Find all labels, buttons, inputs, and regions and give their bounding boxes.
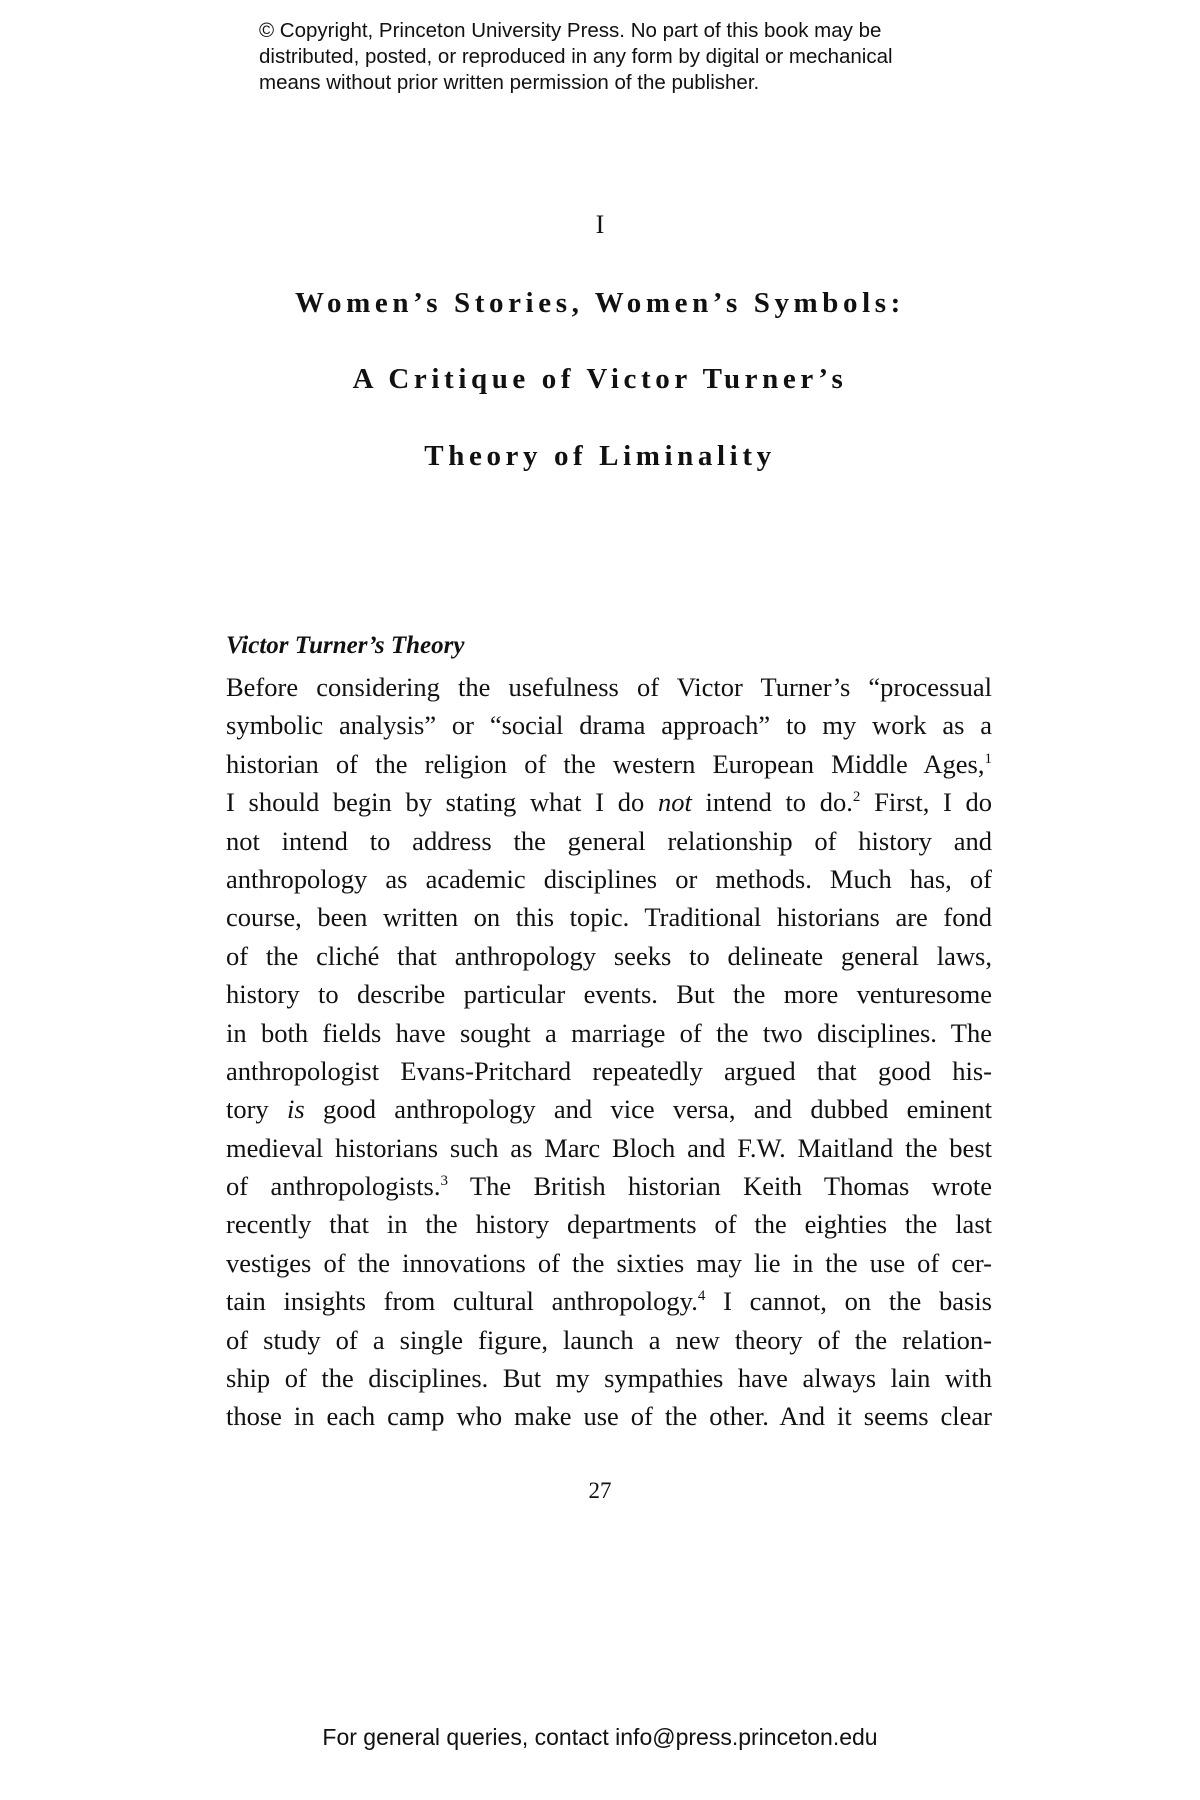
footer-contact: For general queries, contact info@press.princeton.edu bbox=[322, 1724, 878, 1750]
text-line: ship of the disciplines. But my sympathies have always lain with bbox=[226, 1363, 992, 1394]
text-line: not intend to address the general relationship of history and bbox=[226, 825, 992, 856]
text-line: I should begin by stating what I do not intend to do.$^2$ First, I do bbox=[226, 787, 993, 818]
text-line: anthropologist Evans-Pritchard repeatedly argued that good his- bbox=[226, 1055, 992, 1086]
text-line: recently that in the history departments of the eighties the last bbox=[226, 1209, 992, 1240]
text-line: course, been written on this topic. Traditional historians are fond bbox=[226, 902, 992, 933]
copyright-notice bbox=[259, 18, 1019, 96]
emphasis: not bbox=[657, 787, 692, 818]
text-line: history to describe particular events. But the more venturesome bbox=[226, 979, 992, 1010]
emphasis: is bbox=[287, 1094, 305, 1125]
text-line: Before considering the usefulness of Victor Turner’s “processual bbox=[226, 672, 992, 702]
chapter-title-line: Women’s Stories, Women’s Symbols: bbox=[295, 287, 905, 319]
text-line: anthropology as academic disciplines or methods. Much has, of bbox=[226, 863, 992, 894]
text-line: tain insights from cultural anthropology.$^4$ I cannot, on the basis bbox=[226, 1286, 992, 1317]
text-line: medieval historians such as Marc Bloch and F.W. Maitland the best bbox=[226, 1132, 992, 1163]
text-line: in both fields have sought a marriage of the two disciplines. The bbox=[226, 1017, 992, 1048]
text-line: tory is good anthropology and vice versa, and dubbed eminent bbox=[226, 1094, 993, 1125]
footnote-marker: 4 bbox=[697, 1288, 706, 1305]
section-heading: Victor Turner’s Theory bbox=[226, 632, 465, 659]
text-line: of anthropologists.$^3$ The British historian Keith Thomas wrote bbox=[226, 1171, 992, 1202]
footnote-marker: 1 bbox=[984, 750, 992, 767]
chapter-title-line: A Critique of Victor Turner’s bbox=[352, 363, 848, 395]
copyright-line: © Copyright, Princeton University Press. No part of this book may be bbox=[259, 19, 882, 42]
body-paragraph bbox=[226, 668, 992, 1436]
copyright-line: means without prior written permission of the publisher. bbox=[259, 71, 760, 94]
text-line: those in each camp who make use of the other. And it seems clear bbox=[226, 1401, 992, 1432]
text-line: historian of the religion of the western European Middle Ages,$^1$ bbox=[226, 748, 992, 779]
footnote-marker: 3 bbox=[440, 1173, 448, 1190]
footnote-marker: 2 bbox=[852, 789, 861, 806]
text-line: of study of a single figure, launch a new theory of the relation- bbox=[226, 1324, 992, 1355]
text-line: of the cliché that anthropology seeks to delineate general laws, bbox=[226, 940, 992, 971]
page-number: 27 bbox=[588, 1478, 612, 1503]
text-line: vestiges of the innovations of the sixties may lie in the use of cer- bbox=[226, 1247, 992, 1278]
text-line: symbolic analysis” or “social drama approach” to my work as a bbox=[226, 710, 992, 741]
chapter-number: I bbox=[595, 210, 605, 239]
copyright-line: distributed, posted, or reproduced in any form by digital or mechanical bbox=[259, 45, 893, 68]
chapter-title-line: Theory of Liminality bbox=[424, 440, 776, 472]
